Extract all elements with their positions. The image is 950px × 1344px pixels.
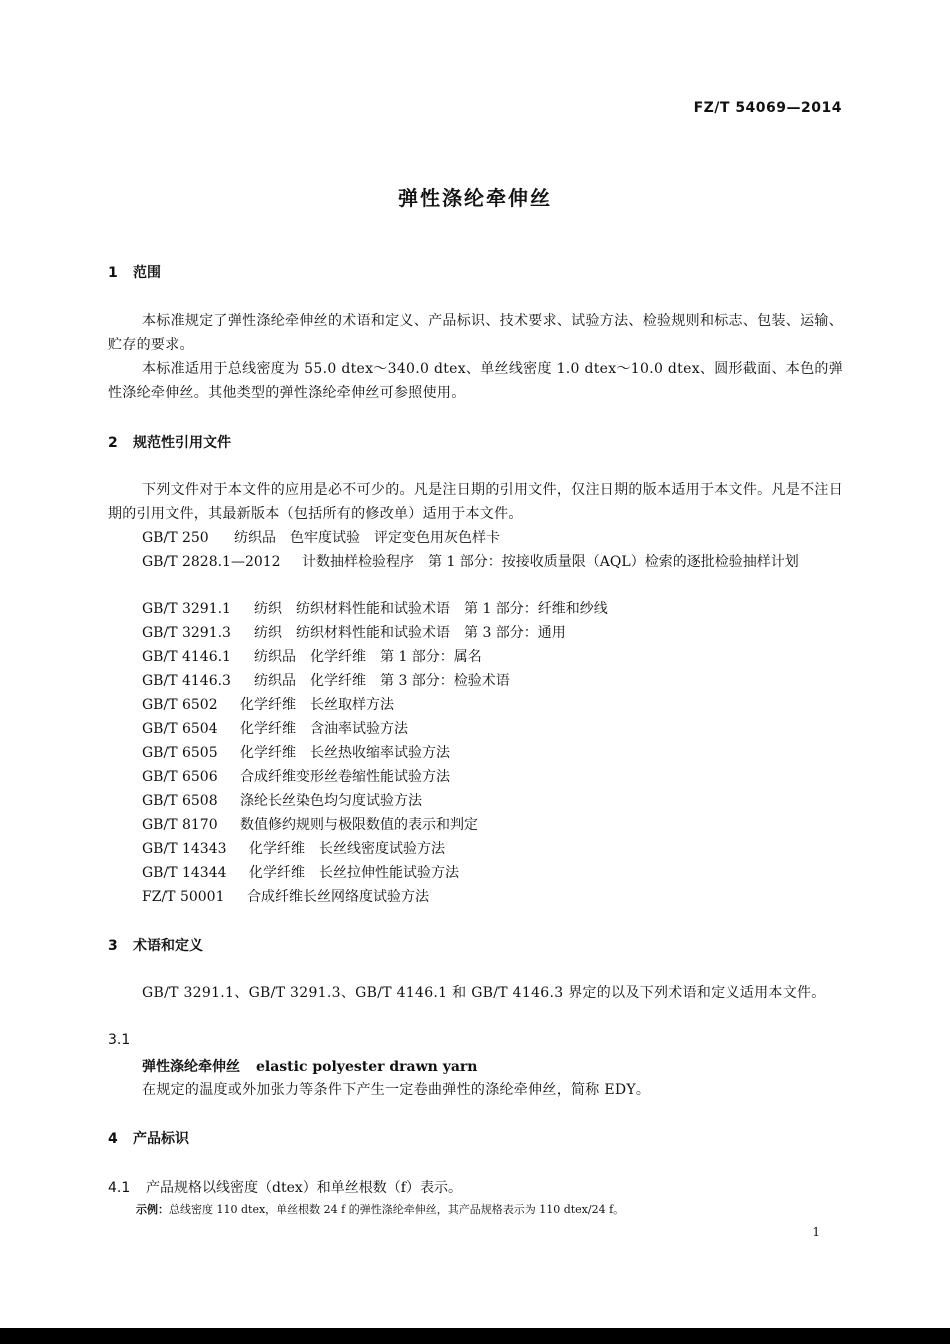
section-title: 术语和定义 — [133, 938, 203, 954]
document-title: 弹性涤纶牵伸丝 — [398, 186, 552, 210]
reference-code: GB/T 3291.3 — [142, 625, 231, 641]
section-number: 1 — [108, 265, 118, 281]
reference-item — [142, 837, 842, 861]
reference-item — [108, 550, 843, 574]
reference-title: 化学纤维 长丝拉伸性能试验方法 — [249, 865, 459, 881]
reference-item — [142, 885, 842, 909]
clause-4-1 — [108, 1177, 462, 1197]
reference-item — [142, 813, 842, 837]
reference-title: 计数抽样检验程序 第 1 部分：按接收质量限（AQL）检索的逐批检验抽样计划 — [302, 554, 799, 570]
terms-intro: GB/T 3291.1、GB/T 3291.3、GB/T 4146.1 和 GB/T 4146.3 界定的以及下列术语和定义适用本文件。 — [142, 985, 826, 1001]
subclause-number: 3.1 — [108, 1032, 131, 1048]
clause-number: 4.1 — [108, 1180, 131, 1196]
section-title: 产品标识 — [133, 1131, 189, 1147]
reference-code: GB/T 6505 — [142, 745, 218, 761]
section-title: 规范性引用文件 — [133, 435, 231, 451]
reference-title: 纺织品 色牢度试验 评定变色用灰色样卡 — [234, 530, 500, 546]
references-intro: 下列文件对于本文件的应用是必不可少的。凡是注日期的引用文件，仅注日期的版本适用于本文件。凡是不注日期的引用文件，其最新版本（包括所有的修改单）适用于本文件。 — [108, 482, 843, 522]
section-number: 4 — [108, 1131, 118, 1147]
reference-item — [142, 621, 842, 645]
bottom-edge-bar — [0, 1328, 950, 1344]
example-note — [136, 1201, 624, 1217]
reference-title: 合成纤维变形丝卷缩性能试验方法 — [240, 769, 450, 785]
reference-item — [142, 693, 842, 717]
reference-code: GB/T 8170 — [142, 817, 218, 833]
example-label: 示例： — [136, 1203, 169, 1216]
reference-title: 化学纤维 含油率试验方法 — [240, 721, 408, 737]
reference-code: GB/T 3291.1 — [142, 601, 231, 617]
example-text: 总线密度 110 dtex，单丝根数 24 f 的弹性涤纶牵伸丝，其产品规格表示为 110 dtex/24 f。 — [169, 1203, 625, 1216]
reference-title: 涤纶长丝染色均匀度试验方法 — [240, 793, 422, 809]
clause-text: 产品规格以线密度（dtex）和单丝根数（f）表示。 — [146, 1180, 462, 1196]
term-entry — [142, 1056, 477, 1076]
reference-title: 纺织 纺织材料性能和试验术语 第 1 部分：纤维和纱线 — [254, 601, 608, 617]
reference-code: GB/T 4146.1 — [142, 649, 231, 665]
scope-paragraph-1: 本标准规定了弹性涤纶牵伸丝的术语和定义、产品标识、技术要求、试验方法、检验规则和标志、包装、运输、贮存的要求。 — [108, 313, 843, 353]
reference-item — [142, 597, 842, 621]
reference-code: GB/T 2828.1—2012 — [142, 554, 281, 570]
term-english: elastic polyester drawn yarn — [256, 1059, 478, 1075]
reference-code: GB/T 6502 — [142, 697, 218, 713]
term-definition: 在规定的温度或外加张力等条件下产生一定卷曲弹性的涤纶牵伸丝，简称 EDY。 — [142, 1082, 651, 1098]
reference-title: 纺织 纺织材料性能和试验术语 第 3 部分：通用 — [254, 625, 566, 641]
reference-title: 合成纤维长丝网络度试验方法 — [247, 889, 429, 905]
section-title: 范围 — [133, 265, 161, 281]
reference-item — [142, 789, 842, 813]
term-chinese: 弹性涤纶牵伸丝 — [142, 1059, 240, 1075]
reference-code: GB/T 250 — [142, 530, 209, 546]
reference-title: 化学纤维 长丝热收缩率试验方法 — [240, 745, 450, 761]
section-3-heading — [108, 935, 203, 955]
page-number: 1 — [812, 1225, 820, 1239]
section-1-heading — [108, 262, 161, 282]
reference-title: 化学纤维 长丝线密度试验方法 — [249, 841, 445, 857]
reference-code: GB/T 14344 — [142, 865, 227, 881]
section-4-heading — [108, 1128, 189, 1148]
standard-code: FZ/T 54069—2014 — [693, 100, 842, 116]
reference-title: 纺织品 化学纤维 第 1 部分：属名 — [254, 649, 482, 665]
reference-title: 数值修约规则与极限数值的表示和判定 — [240, 817, 478, 833]
reference-item — [142, 717, 842, 741]
reference-code: GB/T 4146.3 — [142, 673, 231, 689]
reference-code: GB/T 6506 — [142, 769, 218, 785]
reference-item — [142, 526, 842, 550]
section-2-heading — [108, 432, 231, 452]
reference-item — [142, 645, 842, 669]
reference-item — [142, 861, 842, 885]
scope-paragraph-2: 本标准适用于总线密度为 55.0 dtex～340.0 dtex、单丝线密度 1.0 dtex～10.0 dtex、圆形截面、本色的弹性涤纶牵伸丝。其他类型的弹性涤纶牵伸丝可参照使用。 — [108, 361, 843, 401]
reference-title: 纺织品 化学纤维 第 3 部分：检验术语 — [254, 673, 510, 689]
reference-item — [142, 741, 842, 765]
section-number: 2 — [108, 435, 118, 451]
reference-code: FZ/T 50001 — [142, 889, 225, 905]
reference-item — [142, 765, 842, 789]
reference-title: 化学纤维 长丝取样方法 — [240, 697, 394, 713]
reference-code: GB/T 6508 — [142, 793, 218, 809]
reference-code: GB/T 6504 — [142, 721, 218, 737]
reference-code: GB/T 14343 — [142, 841, 227, 857]
reference-item — [142, 669, 842, 693]
section-number: 3 — [108, 938, 118, 954]
